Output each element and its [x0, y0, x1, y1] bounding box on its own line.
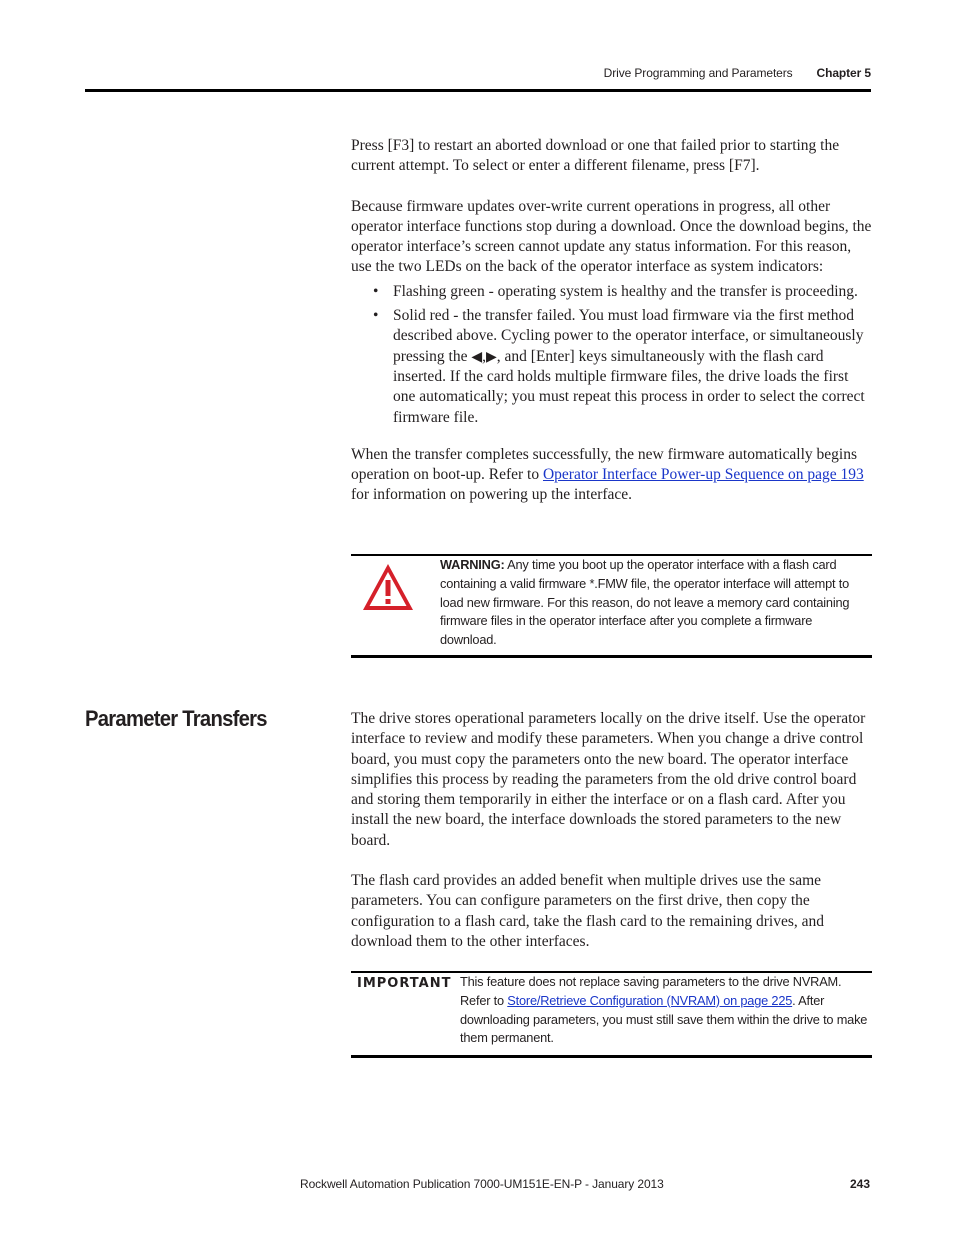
callout-bottom-rule [351, 655, 872, 658]
paragraph-text-cont: for information on powering up the interface. [351, 486, 633, 504]
header-rule [85, 89, 871, 92]
callout-bottom-rule [351, 1055, 872, 1058]
list-item-text: Solid red - the transfer failed. You must load firmware via the first method described above. Cycling power to the operator interface, or simultaneously pressing the [393, 307, 864, 365]
warning-body: Any time you boot up the operator interface with a flash card containing a valid firmware *.FMW file, the operator interface will attempt to load new firmware. For this reason, do not leave a memory card containing firmware files in the operator interface after you complete a firmware download. [440, 557, 850, 648]
important-callout [351, 971, 872, 1059]
list-item-text: Flashing green - operating system is healthy and the transfer is proceeding. [393, 282, 858, 300]
section-paragraph-1: The drive stores operational parameters locally on the drive itself. Use the operator interface to review and modify these parameters. When you change a drive control board, you must copy the parameters onto the new board. The operator interface simplifies this process by reading the parameters from the old drive control board and storing them temporarily in either the interface or on a flash card. After you install the new board, the interface downloads the stored parameters to the new board. [351, 710, 866, 849]
list-item-text-cont: , and [Enter] keys simultaneously with the flash card inserted. If the card holds multiple firmware files, the drive loads the first one automatically; you must repeat this process in order to select the correct firmware file. [393, 347, 865, 426]
right-arrow-key-icon: ▶ [486, 348, 497, 365]
important-body: This feature does not replace saving parameters to the drive NVRAM. Refer to [460, 974, 842, 1008]
running-header [604, 66, 871, 80]
header-section-title: Drive Programming and Parameters [603, 66, 793, 80]
warning-triangle-icon [361, 562, 415, 612]
separator-comma: , [482, 347, 487, 365]
bullet-marker: • [373, 307, 379, 325]
nvram-configuration-link[interactable]: Store/Retrieve Configuration (NVRAM) on page 225 [507, 992, 793, 1008]
section-paragraph-2: The flash card provides an added benefit when multiple drives use the same parameters. You can configure parameters on the first drive, then copy the configuration to a flash card, take the flash card to the remaining drives, and download them to the other interfaces. [351, 872, 825, 950]
list-item [351, 282, 873, 302]
bullet-marker: • [373, 282, 379, 300]
warning-message [440, 556, 865, 650]
paragraph-text: When the transfer completes successfully, the new firmware automatically begins operation on boot-up. Refer to [351, 445, 858, 484]
list-item [351, 306, 873, 428]
important-label: IMPORTANT [357, 976, 452, 991]
intro-paragraph-1: Press [F3] to restart an aborted download or one that failed prior to starting the current attempt. To select or enter a different filename, press [F7]. [351, 137, 840, 175]
left-arrow-key-icon: ◀ [471, 348, 483, 365]
power-up-sequence-link[interactable]: Operator Interface Power-up Sequence on page 193 [542, 466, 864, 484]
warning-label: WARNING: [440, 557, 505, 572]
header-chapter: Chapter 5 [816, 66, 871, 80]
publication-info: Rockwell Automation Publication 7000-UM151E-EN-P - January 2013 [300, 1177, 664, 1191]
warning-callout [351, 554, 872, 660]
important-body-cont: . After downloading parameters, you must still save them within the drive to make them permanent. [460, 992, 868, 1046]
section-heading: Parameter Transfers [85, 706, 267, 731]
led-indicator-list [351, 282, 873, 428]
page-number: 243 [849, 1177, 870, 1191]
intro-body [351, 136, 873, 506]
important-message [460, 973, 870, 1048]
section-body [351, 709, 873, 952]
intro-paragraph-2: Because firmware updates over-write current operations in progress, all other operator interface functions stop during a download. Once the download begins, the operator interface’s screen cannot update any status information. For this reason, use the two LEDs on the back of the operator interface as system indicators: [351, 197, 872, 276]
intro-paragraph-3 [351, 445, 873, 506]
